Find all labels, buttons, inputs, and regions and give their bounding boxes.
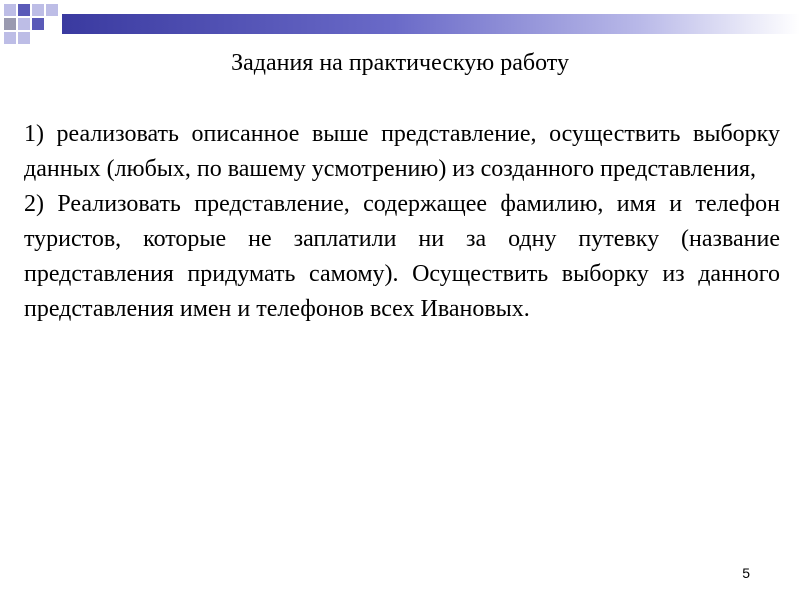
slide-title: Задания на практическую работу	[231, 50, 569, 76]
square-9	[4, 32, 16, 44]
square-5	[4, 18, 16, 30]
task-1-paragraph: 1) реализовать описанное выше представление, осуществить выборку данных (любых, по вашему усмотрению) из созданного представления,	[24, 121, 780, 182]
square-6	[18, 18, 30, 30]
square-2	[18, 4, 30, 16]
square-3	[32, 4, 44, 16]
square-1	[4, 4, 16, 16]
page-number: 5	[742, 565, 750, 581]
square-8	[18, 32, 30, 44]
header-gradient-bar	[62, 14, 800, 34]
square-4	[46, 4, 58, 16]
square-7	[32, 18, 44, 30]
slide-body	[24, 117, 780, 327]
task-2-paragraph: 2) Реализовать представление, содержащее фамилию, имя и телефон туристов, которые не заплатили ни за одну путевку (название представления придумать самому). Осуществить выборку из данного представления имен и телефонов всех Ивановых.	[24, 191, 780, 322]
decorative-squares-logo	[0, 0, 60, 50]
